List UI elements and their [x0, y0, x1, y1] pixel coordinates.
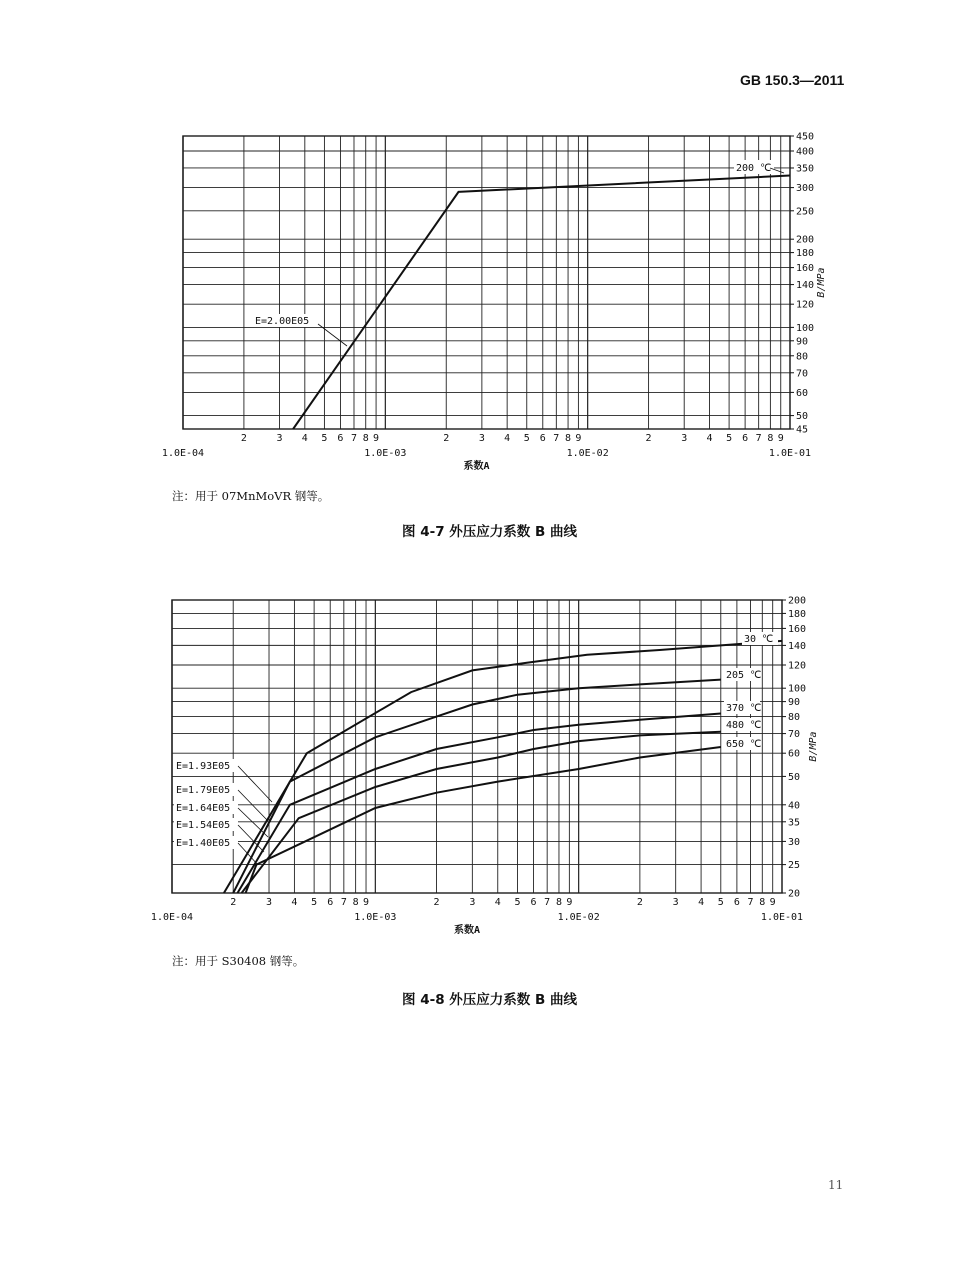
x-minor-tick-label: 9	[363, 897, 370, 908]
x-minor-tick-label: 2	[636, 897, 643, 908]
x-minor-tick-label: 8	[555, 897, 562, 908]
x-minor-tick-label: 6	[327, 897, 334, 908]
caption-4-8: 图 4-8 外压应力系数 B 曲线	[402, 992, 577, 1008]
y-tick-label: 100	[788, 683, 807, 695]
x-minor-tick-label: 5	[514, 897, 521, 908]
x-minor-tick-label: 7	[340, 897, 347, 908]
x-minor-tick-label: 5	[311, 897, 318, 908]
x-minor-tick-label: 7	[544, 897, 551, 908]
series-line	[246, 747, 721, 893]
curve-label: 650 ℃	[726, 739, 762, 750]
x-minor-tick-label: 6	[733, 897, 740, 908]
series-line	[293, 176, 790, 430]
x-minor-tick-label: 8	[759, 897, 766, 908]
x-axis-title: 系数A	[463, 461, 490, 472]
x-minor-tick-label: 7	[350, 433, 358, 444]
y-tick-label: 160	[796, 263, 815, 275]
x-minor-tick-label: 8	[362, 433, 369, 444]
chart-4-7	[0, 128, 979, 478]
y-tick-label: 80	[796, 351, 809, 363]
caption-4-7: 图 4-7 外压应力系数 B 曲线	[402, 524, 577, 540]
x-minor-tick-label: 6	[539, 433, 546, 444]
y-axis-title: B/MPa	[808, 731, 819, 762]
series-line	[224, 641, 782, 893]
modulus-annotation: E=1.54E05	[176, 820, 231, 831]
x-minor-tick-label: 3	[265, 897, 273, 908]
curve-label: 370 ℃	[726, 703, 762, 714]
series-line	[238, 714, 721, 894]
x-minor-tick-label: 2	[433, 897, 440, 908]
x-minor-tick-label: 3	[276, 433, 283, 444]
annotation-leader	[238, 808, 268, 837]
x-minor-tick-label: 3	[672, 897, 679, 908]
curve-label: 480 ℃	[726, 720, 762, 731]
y-tick-label: 70	[796, 368, 809, 380]
y-tick-label: 140	[796, 280, 815, 292]
annotation-leader	[238, 790, 268, 821]
x-decade-tick-label: 1.0E-02	[557, 912, 600, 923]
x-minor-tick-label: 3	[478, 433, 485, 444]
y-tick-label: 50	[788, 771, 801, 783]
x-minor-tick-label: 9	[769, 897, 776, 908]
y-tick-label: 60	[796, 387, 809, 399]
modulus-annotation: E=1.93E05	[176, 761, 231, 772]
modulus-annotation: E=1.40E05	[176, 838, 231, 849]
x-minor-tick-label: 4	[504, 433, 511, 444]
curve-label: 30 ℃	[744, 634, 774, 645]
x-minor-tick-label: 4	[291, 897, 298, 908]
x-minor-tick-label: 4	[301, 433, 308, 444]
x-minor-tick-label: 2	[240, 433, 247, 444]
annotation-leader	[238, 843, 258, 865]
x-decade-tick-label: 1.0E-04	[161, 448, 205, 459]
x-minor-tick-label: 7	[553, 433, 560, 444]
x-minor-tick-label: 8	[767, 433, 774, 444]
x-minor-tick-label: 5	[726, 433, 733, 444]
x-minor-tick-label: 4	[706, 433, 713, 444]
y-axis-title: B/MPa	[816, 267, 827, 298]
y-tick-label: 80	[788, 712, 801, 724]
y-tick-label: 120	[796, 299, 815, 311]
y-tick-label: 30	[788, 836, 801, 848]
note-4-7: 注：用于 07MnMoVR 钢等。	[172, 489, 330, 503]
x-decade-tick-label: 1.0E-03	[354, 912, 397, 923]
x-minor-tick-label: 7	[755, 433, 762, 444]
x-minor-tick-label: 9	[575, 433, 582, 444]
x-minor-tick-label: 4	[494, 897, 501, 908]
x-decade-tick-label: 1.0E-02	[566, 448, 609, 459]
x-decade-tick-label: 1.0E-04	[150, 912, 194, 923]
modulus-annotation: E=2.00E05	[255, 316, 310, 327]
y-tick-label: 60	[788, 748, 801, 760]
y-tick-label: 160	[788, 623, 807, 635]
y-tick-label: 25	[788, 860, 801, 872]
chart-4-8	[0, 590, 979, 945]
x-minor-tick-label: 3	[469, 897, 476, 908]
y-tick-label: 180	[788, 608, 807, 620]
y-tick-label: 300	[796, 183, 815, 195]
x-minor-tick-label: 4	[698, 897, 705, 908]
curve-label: 200 ℃	[736, 163, 772, 174]
x-decade-tick-label: 1.0E-01	[760, 912, 804, 923]
curve-label: 205 ℃	[726, 670, 762, 681]
x-minor-tick-label: 6	[742, 433, 749, 444]
standard-number: GB 150.3—2011	[740, 72, 845, 88]
x-minor-tick-label: 2	[230, 897, 237, 908]
x-minor-tick-label: 9	[373, 433, 380, 444]
y-tick-label: 90	[788, 697, 801, 709]
x-minor-tick-label: 9	[566, 897, 573, 908]
y-tick-label: 70	[788, 729, 801, 741]
y-tick-label: 180	[796, 248, 815, 260]
x-minor-tick-label: 3	[681, 433, 688, 444]
x-minor-tick-label: 9	[777, 433, 784, 444]
x-decade-tick-label: 1.0E-01	[768, 448, 812, 459]
y-tick-label: 450	[796, 131, 815, 143]
y-tick-label: 45	[796, 424, 809, 436]
y-tick-label: 90	[796, 336, 809, 348]
x-minor-tick-label: 2	[443, 433, 450, 444]
x-decade-tick-label: 1.0E-03	[364, 448, 407, 459]
x-minor-tick-label: 6	[530, 897, 537, 908]
modulus-annotation: E=1.64E05	[176, 803, 231, 814]
x-axis-title: 系数A	[453, 925, 481, 936]
y-tick-label: 50	[796, 411, 809, 423]
x-minor-tick-label: 5	[717, 897, 724, 908]
y-tick-label: 200	[788, 595, 807, 607]
page-number: 11	[828, 1178, 844, 1192]
x-minor-tick-label: 5	[321, 433, 328, 444]
y-tick-label: 120	[788, 660, 807, 672]
x-minor-tick-label: 6	[337, 433, 344, 444]
y-tick-label: 140	[788, 640, 807, 652]
y-tick-label: 200	[796, 234, 815, 246]
y-tick-label: 35	[788, 817, 801, 829]
note-4-8: 注：用于 S30408 钢等。	[172, 954, 305, 968]
y-tick-label: 400	[796, 146, 815, 158]
x-minor-tick-label: 7	[747, 897, 754, 908]
modulus-annotation: E=1.79E05	[176, 785, 231, 796]
annotation-leader	[238, 766, 272, 802]
x-minor-tick-label: 8	[565, 433, 572, 444]
x-minor-tick-label: 2	[645, 433, 652, 444]
y-tick-label: 250	[796, 206, 815, 218]
y-tick-label: 100	[796, 322, 815, 334]
x-minor-tick-label: 5	[523, 433, 530, 444]
y-tick-label: 350	[796, 163, 815, 175]
y-tick-label: 20	[788, 888, 801, 900]
x-minor-tick-label: 8	[352, 897, 359, 908]
y-tick-label: 40	[788, 800, 801, 812]
